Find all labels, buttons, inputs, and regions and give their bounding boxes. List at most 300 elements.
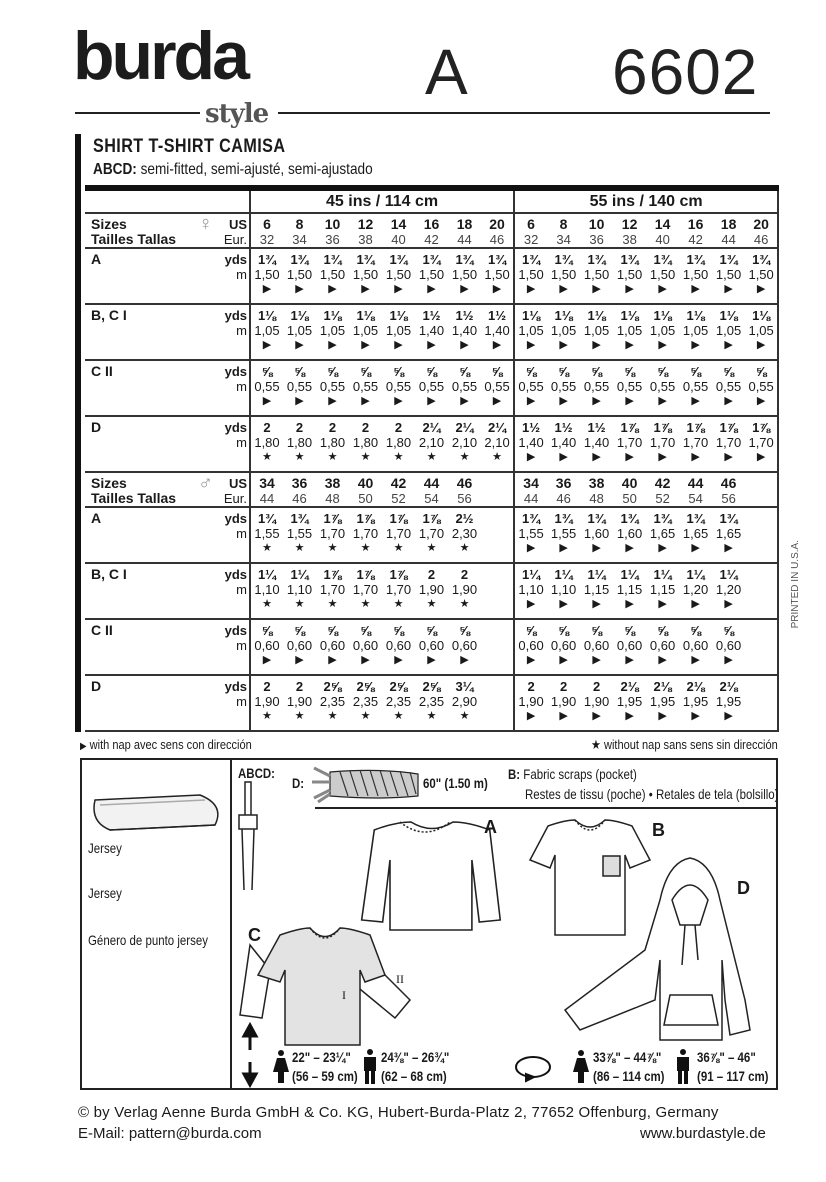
star-icon: ★ [327, 710, 338, 722]
us-size: 44 [687, 475, 704, 491]
yardage-m: 0,60 [385, 638, 412, 653]
yardage-m: 0,60 [286, 638, 313, 653]
yardage-yds: 1¾ [554, 252, 573, 267]
arrow-icon: ▶ [460, 283, 469, 295]
arrow-icon: ▶ [559, 395, 568, 407]
scraps-view: B: [508, 766, 521, 782]
arrow-icon: ▶ [526, 542, 536, 554]
yardage-m: 1,90 [286, 694, 313, 709]
sizes-label-fr-es: Tailles Tallas [91, 231, 177, 247]
us-size: 12 [621, 216, 638, 232]
arrow-icon: ▶ [658, 283, 667, 295]
view-c-part-2: II [396, 972, 404, 986]
yardage-m: 1,70 [385, 582, 412, 597]
yardage-m: 1,50 [616, 267, 643, 282]
us-size: 12 [357, 216, 374, 232]
yardage-yds: 1¾ [653, 511, 672, 526]
cord-length: 60" (1.50 m) [423, 775, 488, 791]
eur-size: 36 [325, 232, 340, 247]
yardage-yds: ⅝ [360, 364, 371, 379]
yardage-m: 1,10 [286, 582, 313, 597]
yardage-m: 1,05 [518, 323, 544, 338]
sizes-label-en: Sizes [91, 216, 127, 232]
view-a-label: A [484, 817, 497, 837]
yardage-m: 1,05 [649, 323, 676, 338]
eur-size: 42 [424, 232, 439, 247]
arrow-icon: ▶ [295, 395, 304, 407]
yardage-yds: 2 [295, 420, 304, 435]
us-size: 38 [324, 475, 341, 491]
yardage-yds: 2⅛ [620, 679, 639, 694]
yardage-yds: 1¾ [522, 252, 541, 267]
yardage-m: 1,50 [550, 267, 577, 282]
yardage-yds: 1⅞ [323, 567, 342, 582]
yardage-m: 2,10 [451, 435, 478, 450]
yardage-m: 1,90 [451, 582, 478, 597]
yds-label: yds [224, 252, 247, 267]
yardage-yds: 1¼ [587, 567, 606, 582]
yardage-m: 1,05 [385, 323, 412, 338]
yds-label: yds [224, 420, 247, 435]
star-icon: ★ [327, 542, 338, 554]
yardage-m: 1,05 [254, 323, 280, 338]
eur-size: 50 [622, 491, 637, 506]
yardage-yds: 1¾ [257, 252, 277, 267]
scraps-fr-es: Restes de tissu (poche) • Retales de tela (bolsillo) [525, 786, 779, 802]
yardage-m: 0,60 [451, 638, 478, 653]
star-icon: ★ [393, 451, 404, 463]
yardage-yds: ⅝ [426, 623, 437, 638]
yardage-yds: 1¾ [620, 252, 639, 267]
yardage-yds: 1¼ [522, 567, 541, 582]
yardage-yds: 1⅛ [554, 308, 573, 323]
yardage-yds: 1⅛ [719, 308, 738, 323]
eur-size: 54 [688, 491, 703, 506]
star-icon: ★ [262, 710, 272, 722]
us-size: 40 [621, 475, 638, 491]
fabric-es: Género de punto jersey [88, 932, 208, 948]
yardage-m: 1,05 [286, 323, 313, 338]
arrow-icon: ▶ [625, 339, 634, 351]
star-icon: ★ [426, 598, 437, 610]
eur-size: 54 [424, 491, 439, 506]
yardage-yds: 1⅞ [356, 567, 375, 582]
arrow-icon: ▶ [559, 451, 568, 463]
legend-without-nap-text: without nap sans sens sin dirección [604, 737, 778, 752]
star-icon: ★ [393, 542, 404, 554]
eur-size: 44 [721, 232, 736, 247]
eur-size: 52 [391, 491, 406, 506]
yardage-m: 1,70 [616, 435, 643, 450]
arrow-icon: ▶ [625, 451, 634, 463]
yardage-m: 1,40 [518, 435, 544, 450]
yardage-yds: 1¾ [290, 511, 309, 526]
yardage-yds: 1½ [455, 308, 474, 323]
us-size: 14 [390, 216, 407, 232]
us-size: 46 [720, 475, 737, 491]
length-men-cm: (62 – 68 cm) [381, 1068, 447, 1084]
website-link[interactable]: www.burdastyle.de [640, 1125, 766, 1142]
view-label: A [85, 507, 219, 563]
eur-size: 44 [457, 232, 472, 247]
yardage-yds: ⅝ [491, 364, 503, 379]
us-size: 34 [259, 475, 275, 491]
yardage-m: 2,90 [451, 694, 478, 709]
twin-needle-icon [239, 782, 257, 890]
width-women: 33⅞" – 44⅞" [593, 1049, 662, 1065]
yardage-m: 1,50 [518, 267, 544, 282]
fabric-icon [94, 795, 218, 830]
yardage-m: 0,55 [518, 379, 544, 394]
arrow-icon: ▶ [592, 339, 601, 351]
arrow-icon: ▶ [262, 654, 272, 666]
notions-views: ABCD: [238, 765, 275, 781]
arrow-icon: ▶ [658, 710, 667, 722]
yds-label: yds [224, 511, 247, 526]
yds-label: yds [224, 679, 247, 694]
yardage-m: 1,90 [518, 694, 544, 709]
yardage-yds: 1⅞ [356, 511, 375, 526]
page-title: SHIRT T-SHIRT CAMISA [93, 136, 286, 157]
arrow-icon: ▶ [559, 710, 568, 722]
us-label: US [228, 217, 247, 232]
us-size: 14 [654, 216, 671, 232]
yardage-yds: 1¾ [653, 252, 672, 267]
arrow-icon: ▶ [361, 654, 370, 666]
yardage-yds: 1½ [587, 420, 606, 435]
yardage-yds: 2 [361, 420, 370, 435]
yardage-m: 1,05 [715, 323, 742, 338]
us-size: 36 [555, 475, 572, 491]
star-icon: ★ [360, 710, 371, 722]
yardage-m: 0,60 [583, 638, 610, 653]
arrow-icon: ▶ [691, 654, 700, 666]
us-size: 16 [687, 216, 704, 232]
arrow-icon: ▶ [592, 654, 601, 666]
scraps-en: Fabric scraps (pocket) [523, 766, 637, 782]
yardage-m: 1,50 [682, 267, 709, 282]
yardage-yds: ⅝ [657, 364, 668, 379]
yardage-m: 0,55 [254, 379, 280, 394]
arrow-icon: ▶ [724, 710, 733, 722]
yardage-yds: 2⅛ [719, 679, 738, 694]
view-b-label: B [652, 820, 665, 840]
yardage-yds: 1¼ [554, 567, 573, 582]
printed-in: PRINTED IN U.S.A. [790, 540, 801, 629]
yardage-m: 0,55 [352, 379, 379, 394]
yardage-yds: 3¼ [455, 679, 474, 694]
yardage-yds: 2½ [455, 511, 474, 526]
arrow-icon: ▶ [526, 598, 536, 610]
fabric-scraps [508, 766, 637, 782]
yardage-yds: 1⅛ [389, 308, 408, 323]
yardage-yds: 2⅛ [686, 679, 705, 694]
yds-label: yds [224, 308, 247, 323]
yardage-m: 1,50 [451, 267, 478, 282]
view-label: B, C I [85, 563, 219, 619]
star-icon: ★ [459, 710, 470, 722]
yardage-yds: 1¾ [719, 511, 738, 526]
view-d-label: D [737, 878, 750, 898]
yardage-m: 0,60 [616, 638, 643, 653]
yardage-m: 1,60 [583, 526, 610, 541]
view-label: D [85, 416, 219, 472]
yardage-m: 0,55 [583, 379, 610, 394]
yardage-yds: 2 [263, 679, 271, 694]
yardage-m: 1,50 [583, 267, 610, 282]
yardage-m: 0,60 [254, 638, 280, 653]
length-arrow-icon [244, 1025, 256, 1085]
yardage-m: 1,80 [319, 435, 346, 450]
yardage-yds: 1⅞ [719, 420, 738, 435]
arrow-icon: ▶ [691, 339, 700, 351]
yardage-yds: 1¾ [389, 252, 408, 267]
star-icon: ★ [262, 542, 272, 554]
yardage-m: 1,15 [583, 582, 610, 597]
arrow-icon: ▶ [394, 654, 403, 666]
arrow-icon: ▶ [625, 710, 634, 722]
eur-size: 46 [753, 232, 769, 247]
yardage-m: 2,10 [418, 435, 445, 450]
arrow-icon: ▶ [361, 283, 370, 295]
yardage-yds: ⅝ [525, 623, 537, 638]
fit-views: ABCD: [93, 161, 137, 178]
arrow-icon: ▶ [625, 598, 634, 610]
width-men-cm: (91 – 117 cm) [697, 1068, 769, 1084]
arrow-icon: ▶ [724, 339, 733, 351]
yardage-m: 1,50 [748, 267, 774, 282]
yardage-yds: ⅝ [459, 623, 470, 638]
arrow-icon: ▶ [328, 654, 337, 666]
yardage-yds: 1⅛ [257, 308, 277, 323]
yardage-m: 1,95 [715, 694, 742, 709]
arrow-icon: ▶ [492, 395, 502, 407]
yardage-yds: 2¼ [455, 420, 474, 435]
yardage-m: 0,55 [451, 379, 478, 394]
yardage-yds: ⅝ [261, 623, 273, 638]
yardage-m: 1,50 [418, 267, 445, 282]
yardage-m: 2,35 [319, 694, 346, 709]
yardage-m: 1,80 [385, 435, 412, 450]
yardage-m: 1,05 [352, 323, 379, 338]
yardage-m: 1,05 [319, 323, 346, 338]
yardage-m: 1,05 [616, 323, 643, 338]
yardage-yds: 1⅞ [389, 511, 408, 526]
yardage-m: 0,55 [715, 379, 742, 394]
yardage-yds: 1¾ [587, 252, 606, 267]
arrow-icon: ▶ [691, 283, 700, 295]
eur-size: 40 [655, 232, 670, 247]
yardage-m: 2,35 [385, 694, 412, 709]
m-label: m [236, 267, 247, 282]
eur-size: 34 [556, 232, 571, 247]
arrow-icon: ▶ [658, 339, 667, 351]
yardage-yds: 1½ [488, 308, 507, 323]
eur-size: 36 [589, 232, 604, 247]
m-label: m [236, 526, 247, 541]
view-b-illustration [530, 820, 650, 935]
arrow-icon: ▶ [526, 710, 536, 722]
eur-label: Eur. [223, 491, 247, 506]
yardage-m: 1,40 [451, 323, 478, 338]
yardage-yds: 1½ [554, 420, 573, 435]
yardage-yds: 2 [527, 679, 535, 694]
yardage-yds: 1¾ [323, 252, 342, 267]
arrow-icon: ▶ [625, 542, 634, 554]
us-size: 40 [357, 475, 374, 491]
yardage-m: 1,65 [715, 526, 742, 541]
yardage-m: 0,60 [518, 638, 544, 653]
m-label: m [236, 638, 247, 653]
width-men: 36⅞" – 46" [697, 1049, 756, 1065]
us-size: 6 [527, 216, 535, 232]
yardage-yds: ⅝ [327, 364, 338, 379]
us-size: 10 [588, 216, 605, 232]
yardage-m: 1,50 [385, 267, 412, 282]
arrow-icon: ▶ [592, 710, 601, 722]
yardage-m: 1,95 [616, 694, 643, 709]
star-icon: ★ [294, 710, 305, 722]
arrow-icon: ▶ [262, 395, 272, 407]
yardage-yds: 1½ [422, 308, 441, 323]
yardage-yds: 1¾ [290, 252, 309, 267]
eur-size: 50 [358, 491, 373, 506]
arrow-icon: ▶ [658, 542, 667, 554]
view-label: D [85, 675, 219, 731]
yardage-m: 1,50 [352, 267, 379, 282]
arrow-icon: ▶ [691, 451, 700, 463]
arrow-icon: ▶ [262, 339, 272, 351]
yardage-yds: ⅝ [624, 364, 635, 379]
us-size: 18 [720, 216, 737, 232]
yardage-m: 0,55 [649, 379, 676, 394]
yardage-yds: 1½ [522, 420, 541, 435]
yardage-yds: 1¾ [752, 252, 771, 267]
yardage-m: 1,90 [254, 694, 280, 709]
yardage-yds: 1⅞ [653, 420, 672, 435]
yardage-yds: ⅝ [393, 364, 404, 379]
arrow-icon: ▶ [724, 542, 733, 554]
length-men: 24⅜" – 26¾" [381, 1049, 450, 1065]
yardage-yds: 1¾ [554, 511, 573, 526]
view-label: A [85, 248, 219, 304]
arrow-icon: ▶ [658, 451, 667, 463]
arrow-icon: ▶ [724, 451, 733, 463]
yardage-m: 1,70 [418, 526, 445, 541]
yardage-yds: 1¾ [587, 511, 606, 526]
yardage-m: 1,55 [254, 526, 280, 541]
cord-view: D: [292, 775, 305, 791]
yardage-m: 1,70 [319, 526, 346, 541]
arrow-icon: ▶ [328, 395, 337, 407]
star-icon: ★ [459, 451, 470, 463]
yardage-m: 0,55 [385, 379, 412, 394]
yardage-yds: 1¾ [422, 252, 441, 267]
yardage-yds: 1¾ [522, 511, 541, 526]
arrow-icon: ▶ [262, 283, 272, 295]
yds-label: yds [224, 567, 247, 582]
us-size: 38 [588, 475, 605, 491]
eur-size: 56 [457, 491, 472, 506]
yardage-m: 1,10 [254, 582, 280, 597]
cord-icon [312, 768, 418, 802]
yardage-m: 1,50 [484, 267, 510, 282]
width-140-header: 55 ins / 140 cm [514, 188, 778, 213]
yardage-yds: 1⅛ [752, 308, 771, 323]
eur-size: 48 [325, 491, 340, 506]
yardage-m: 1,50 [319, 267, 346, 282]
us-label: US [228, 476, 247, 491]
fit-text: semi-fitted, semi-ajusté, semi-ajustado [140, 161, 373, 178]
arrow-icon: ▶ [559, 283, 568, 295]
yardage-m: 1,55 [518, 526, 544, 541]
yds-label: yds [224, 364, 247, 379]
width-45-header: 45 ins / 114 cm [250, 188, 514, 213]
eur-size: 40 [391, 232, 406, 247]
pattern-number: 6602 [612, 36, 759, 108]
yardage-yds: 1⅞ [752, 420, 771, 435]
yardage-yds: 2⅝ [323, 679, 342, 694]
yardage-m: 0,55 [682, 379, 709, 394]
yardage-m: 1,50 [286, 267, 313, 282]
yardage-m: 1,20 [715, 582, 742, 597]
yardage-m: 0,60 [649, 638, 676, 653]
yardage-yds: 1¼ [620, 567, 639, 582]
arrow-icon: ▶ [559, 339, 568, 351]
us-size: 8 [295, 216, 304, 232]
yardage-m: 1,80 [254, 435, 280, 450]
email-link[interactable]: E-Mail: pattern@burda.com [78, 1125, 262, 1142]
yardage-yds: 2⅝ [422, 679, 441, 694]
yardage-m: 1,90 [418, 582, 445, 597]
star-icon: ★ [459, 542, 470, 554]
us-size: 20 [753, 216, 769, 232]
yardage-m: 1,55 [550, 526, 577, 541]
arrow-icon: ▶ [724, 395, 733, 407]
eur-size: 32 [259, 232, 275, 247]
yardage-yds: ⅝ [657, 623, 668, 638]
arrow-icon: ▶ [526, 283, 536, 295]
yardage-m: 1,90 [583, 694, 610, 709]
star-icon: ★ [294, 598, 305, 610]
yardage-m: 1,55 [286, 526, 313, 541]
length-women-cm: (56 – 59 cm) [292, 1068, 358, 1084]
star-icon: ★ [492, 451, 502, 463]
length-women: 22" – 23¼" [292, 1049, 351, 1065]
woman-figure-icon: ♀ [198, 213, 213, 235]
arrow-icon: ▶ [658, 654, 667, 666]
view-a-illustration [362, 822, 501, 930]
yds-label: yds [224, 623, 247, 638]
yardage-yds: 2 [394, 420, 403, 435]
yardage-m: 0,60 [715, 638, 742, 653]
yardage-yds: ⅝ [327, 623, 338, 638]
yardage-yds: 1⅞ [422, 511, 441, 526]
yardage-m: 0,60 [550, 638, 577, 653]
yardage-m: 1,70 [748, 435, 774, 450]
yardage-yds: 1⅛ [290, 308, 309, 323]
eur-size: 42 [688, 232, 703, 247]
arrow-icon: ▶ [526, 395, 536, 407]
arrow-icon: ▶ [394, 283, 403, 295]
yardage-yds: 1¼ [290, 567, 309, 582]
arrow-icon: ▶ [460, 395, 469, 407]
yardage-m: 1,70 [352, 582, 379, 597]
arrow-icon: ▶ [691, 542, 700, 554]
man-figure-icon: ♂ [198, 472, 213, 494]
us-size: 20 [489, 216, 505, 232]
yardage-yds: 1⅛ [686, 308, 705, 323]
